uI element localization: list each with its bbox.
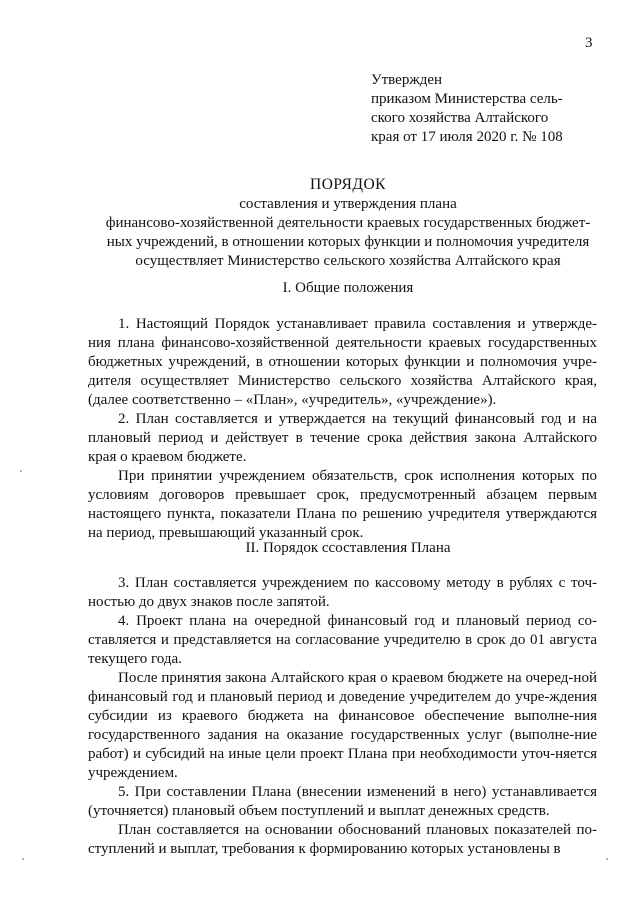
scan-speck bbox=[606, 858, 608, 860]
document-title-block bbox=[94, 175, 602, 271]
document-subtitle-line: ных учреждений, в отношении которых функции и полномочия учредителя bbox=[106, 234, 590, 250]
paragraph: 2. План составляется и утверждается на текущий финансовый год и на плановый период и действует в течение срока действия закона Алтайского края о краевом бюджете. bbox=[88, 411, 597, 465]
paragraph: После принятия закона Алтайского края о краевом бюджете на очеред-ной финансовый год и плановый период и доведение учредителем до учре-ждения субсидии из краевого бюджета на финансовое обеспечение выполне-ния государственного задания на оказание государственных услуг (выполне-ние работ) и субсидий на иные цели проект Плана при необходимости уточ-няется учреждением. bbox=[88, 670, 597, 781]
document-subtitle-line: составления и утверждения плана bbox=[239, 196, 457, 212]
section-general-body bbox=[88, 315, 597, 543]
document-subtitle-line: финансово-хозяйственной деятельности краевых государственных бюджет- bbox=[105, 215, 591, 231]
section-heading-plan-compilation: II. Порядок ссоставления Плана bbox=[245, 540, 451, 556]
approval-line: ского хозяйства Алтайского bbox=[371, 110, 549, 126]
section-plan-compilation-body bbox=[88, 574, 597, 859]
scan-speck bbox=[20, 470, 22, 472]
paragraph: План составляется на основании обоснований плановых показателей по-ступлений и выплат, требования к формированию которых установлены в bbox=[88, 822, 597, 857]
paragraph: 5. При составлении Плана (внесении изменений в него) устанавливается (уточняется) плановый объем поступлений и выплат денежных средств. bbox=[88, 784, 597, 819]
page-number: 3 bbox=[585, 35, 593, 51]
paragraph: 3. План составляется учреждением по кассовому методу в рублях с точ-ностью до двух знаков после запятой. bbox=[88, 575, 597, 610]
approval-stamp bbox=[371, 71, 583, 147]
approval-line: приказом Министерства сель- bbox=[371, 91, 563, 107]
paragraph: При принятии учреждением обязательств, срок исполнения которых по условиям договоров превышает срок, предусмотренный абзацем первым настоящего пункта, показатели Плана по решению учредителя утверждаются на период, превышающий указанный срок. bbox=[88, 468, 597, 541]
paragraph: 4. Проект плана на очередной финансовый год и плановый период со-ставляется и представляется на согласование учредителю в срок до 01 августа текущего года. bbox=[88, 613, 597, 667]
paragraph: 1. Настоящий Порядок устанавливает правила составления и утвержде-ния плана финансово-хозяйственной деятельности краевых государственных бюджетных учреждений, в отношении которых функции и полномочия учре-дителя осуществляет Министерство сельского хозяйства Алтайского края, (далее соответственно – «План», «учредитель», «учреждение»). bbox=[88, 316, 597, 408]
scan-speck bbox=[22, 858, 24, 860]
approval-line: Утвержден bbox=[371, 72, 443, 88]
document-subtitle-line: осуществляет Министерство сельского хозяйства Алтайского края bbox=[135, 253, 561, 269]
document-title: ПОРЯДОК bbox=[310, 176, 386, 193]
section-heading-general: I. Общие положения bbox=[282, 280, 414, 296]
approval-line: края от 17 июля 2020 г. № 108 bbox=[371, 129, 563, 145]
